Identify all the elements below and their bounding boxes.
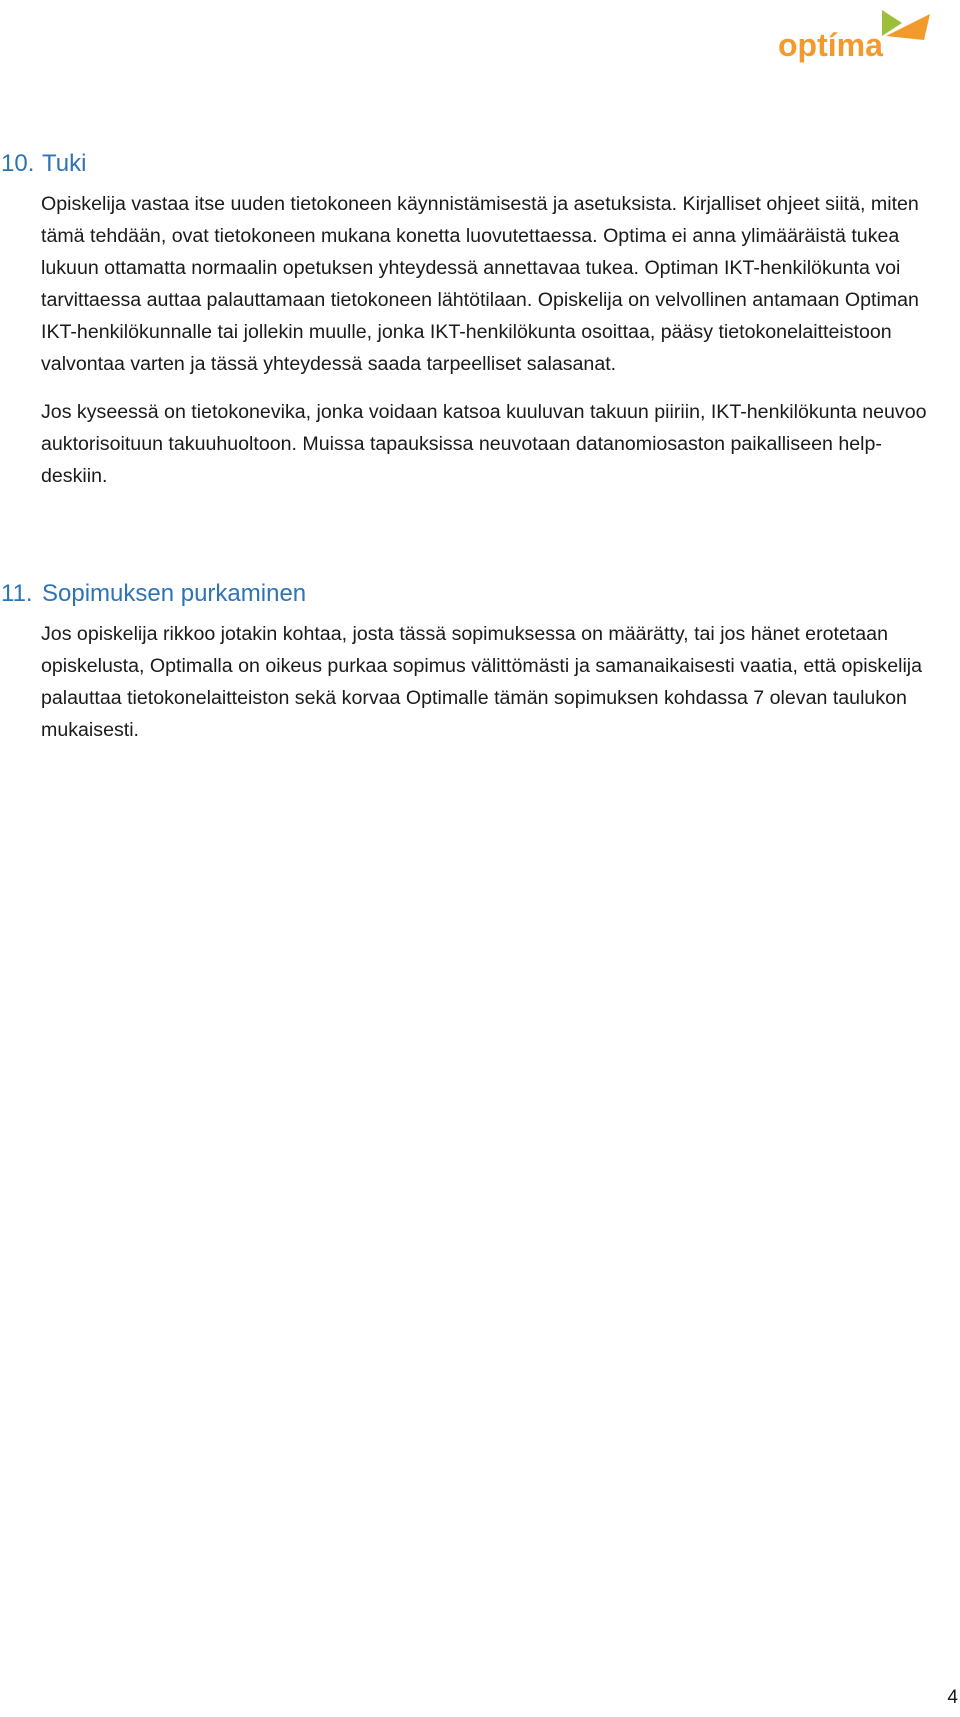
section-title: Sopimuksen purkaminen (42, 580, 307, 607)
page-number: 4 (947, 1687, 958, 1708)
optima-logo-graphic (778, 6, 938, 70)
section-number: 11. (1, 580, 33, 607)
section-heading (0, 148, 960, 180)
section-11-sopimuksen-purkaminen (0, 578, 960, 746)
section-heading (0, 578, 960, 610)
paragraph: Jos opiskelija rikkoo jotakin kohtaa, josta tässä sopimuksessa on määrätty, tai jos hänet erotetaan opiskelusta, Optimalla on oikeus purkaa sopimus välittömästi ja samanaikaisesti vaatia, että opiskelija palauttaa tietokonelaitteiston sekä korvaa Optimalle tämän sopimuksen kohdassa 7 olevan taulukon mukaisesti. (41, 623, 923, 741)
paragraph: Jos kyseessä on tietokonevika, jonka voidaan katsoa kuuluvan takuun piiriin, IKT-henkilökunta neuvoo auktorisoituun takuuhuoltoon. Muissa tapauksissa neuvotaan datanomiosaston paikalliseen help-deskiin. (41, 401, 927, 487)
paragraph: Opiskelija vastaa itse uuden tietokoneen käynnistämisestä ja asetuksista. Kirjalliset ohjeet siitä, miten tämä tehdään, ovat tietokoneen mukana konetta luovutettaessa. Optima ei anna ylimääräistä tukea lukuun ottamatta normaalin opetuksen yhteydessä annettavaa tukea. Optiman IKT-henkilökunta voi tarvittaessa auttaa palauttamaan tietokoneen lähtötilaan. Opiskelija on velvollinen antamaan Optiman IKT-henkilökunnalle tai jollekin muulle, jonka IKT-henkilökunta osoittaa, pääsy tietokonelaitteistoon valvontaa varten ja tässä yhteydessä saada tarpeelliset salasanat. (41, 193, 919, 375)
section-10-tuki (0, 148, 960, 492)
optima-logo (778, 6, 938, 70)
section-title: Tuki (42, 150, 87, 177)
section-spacer (0, 508, 960, 578)
logo-text: optíma (778, 27, 883, 63)
section-number: 10. (1, 150, 35, 177)
document-body (0, 148, 960, 762)
